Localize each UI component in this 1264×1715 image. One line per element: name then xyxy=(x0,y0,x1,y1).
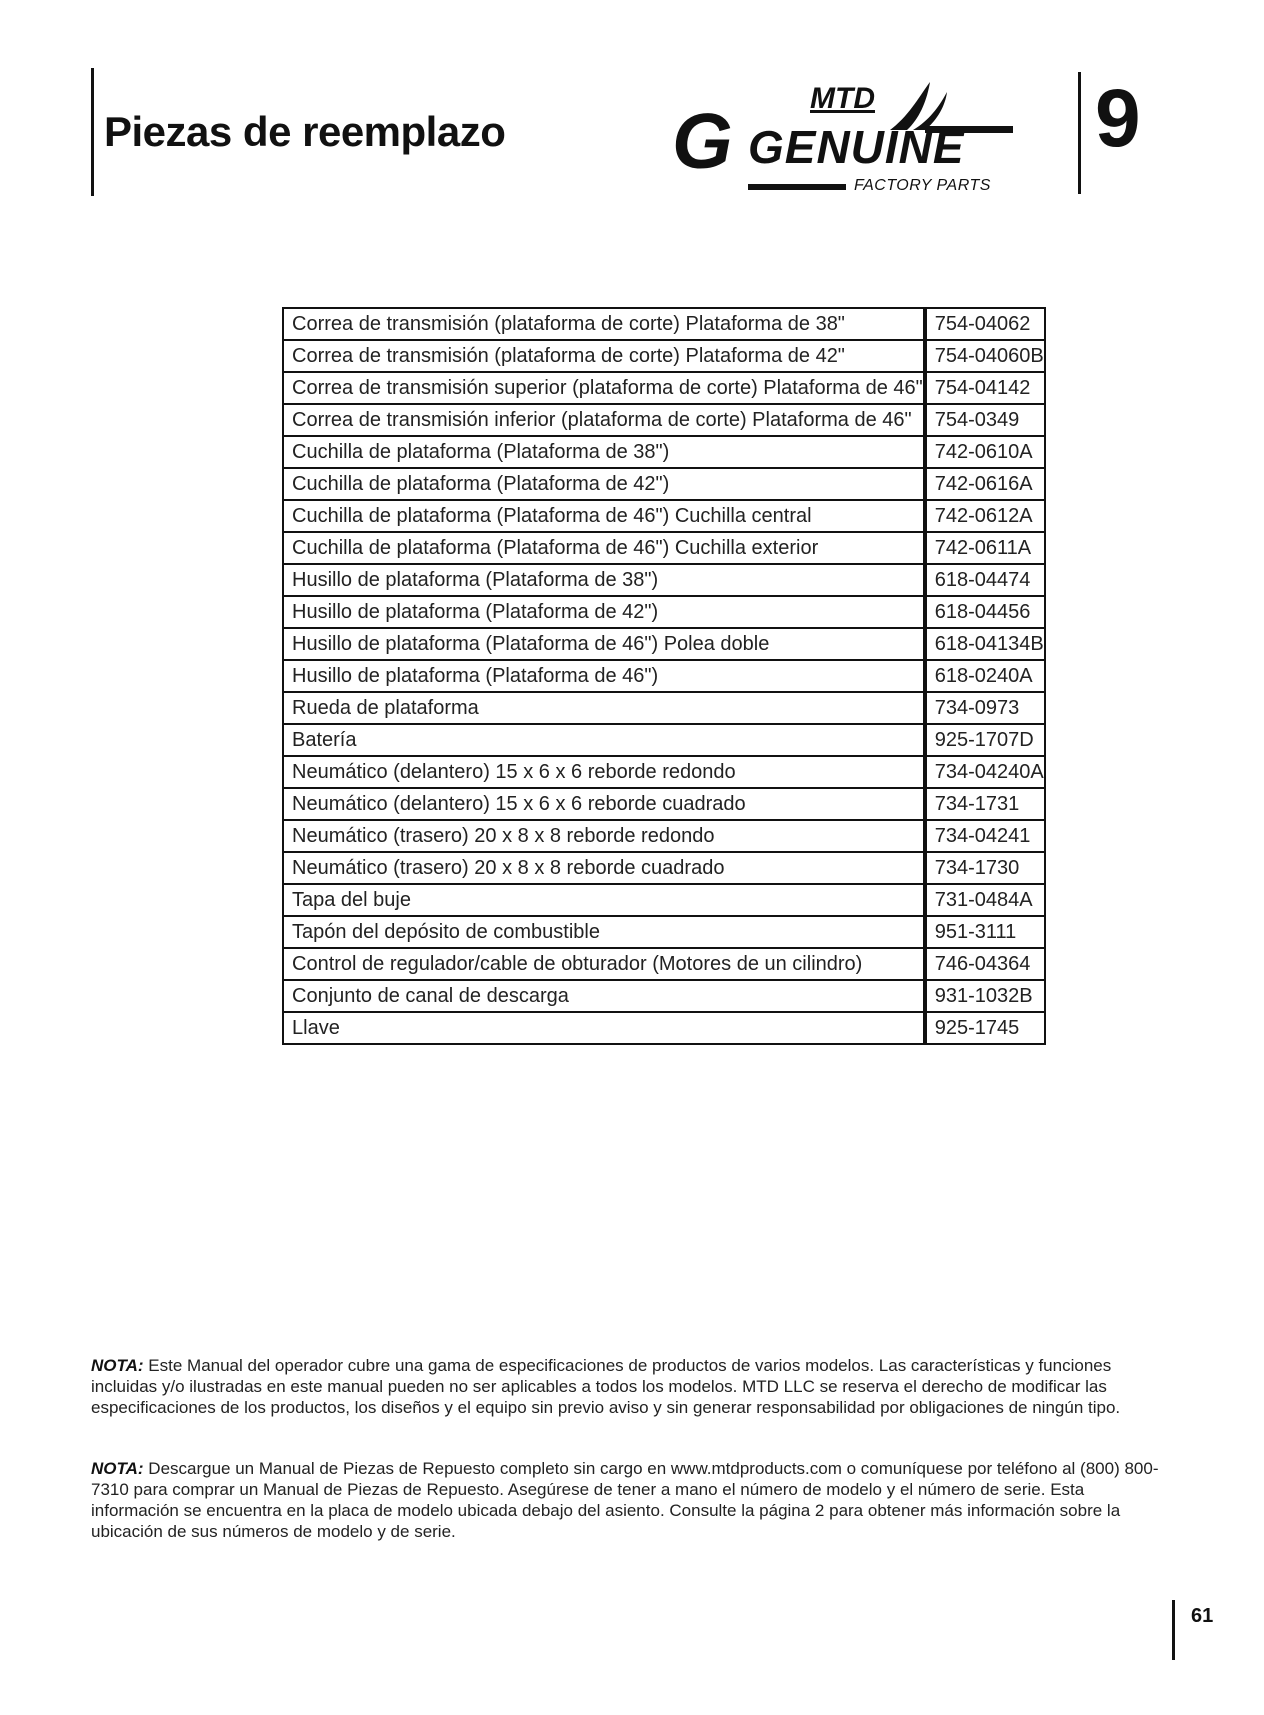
table-row xyxy=(283,564,1045,596)
part-description: Cuchilla de plataforma (Plataforma de 38") xyxy=(283,436,924,468)
part-description: Correa de transmisión superior (plataforma de corte) Plataforma de 46" xyxy=(283,372,924,404)
footer-rule xyxy=(1172,1600,1175,1660)
table-row xyxy=(283,436,1045,468)
part-number: 618-04456 xyxy=(926,596,1045,628)
table-row xyxy=(283,852,1045,884)
table-row xyxy=(283,308,1045,340)
note-text: Este Manual del operador cubre una gama de especificaciones de productos de varios modelos. Las características y funciones incluidas y/o ilustradas en este manual pueden no ser aplicables a todos los modelos. MTD LLC se reserva el derecho de modificar las especificaciones de los productos, los diseños y el equipo sin previo aviso y sin generar responsabilidad por obligaciones de ningún tipo. xyxy=(91,1356,1121,1417)
table-row xyxy=(283,1012,1045,1044)
part-description: Correa de transmisión (plataforma de corte) Plataforma de 38" xyxy=(283,308,924,340)
note-text: Descargue un Manual de Piezas de Repuesto completo sin cargo en www.mtdproducts.com o comuníquese por teléfono al (800) 800-7310 para comprar un Manual de Piezas de Repuesto. Asegúrese de tener a mano el número de modelo y el número de serie. Esta información se encuentra en la placa de modelo ubicada debajo del asiento. Consulte la página 2 para obtener más información sobre la ubicación de sus números de modelo y de serie. xyxy=(91,1459,1159,1541)
part-description: Correa de transmisión (plataforma de corte) Plataforma de 42" xyxy=(283,340,924,372)
part-number: 618-04134B xyxy=(926,628,1045,660)
note-1 xyxy=(91,1355,1176,1418)
part-number: 734-1730 xyxy=(926,852,1045,884)
table-row xyxy=(283,756,1045,788)
part-description: Husillo de plataforma (Plataforma de 46") Polea doble xyxy=(283,628,924,660)
page-number: 61 xyxy=(1191,1605,1214,1627)
part-number: 951-3111 xyxy=(926,916,1045,948)
table-row xyxy=(283,628,1045,660)
part-description: Tapa del buje xyxy=(283,884,924,916)
part-description: Husillo de plataforma (Plataforma de 46") xyxy=(283,660,924,692)
part-number: 754-04142 xyxy=(926,372,1045,404)
part-description: Neumático (delantero) 15 x 6 x 6 reborde cuadrado xyxy=(283,788,924,820)
part-number: 618-04474 xyxy=(926,564,1045,596)
mtd-genuine-logo xyxy=(670,80,1070,198)
note-label: NOTA: xyxy=(91,1459,144,1478)
note-2 xyxy=(91,1458,1176,1542)
part-number: 754-04062 xyxy=(926,308,1045,340)
part-number: 734-04241 xyxy=(926,820,1045,852)
table-row xyxy=(283,884,1045,916)
part-number: 618-0240A xyxy=(926,660,1045,692)
page-title: Piezas de reemplazo xyxy=(104,108,506,155)
table-row xyxy=(283,372,1045,404)
logo-mark-letter: G xyxy=(672,97,733,185)
table-row xyxy=(283,916,1045,948)
note-label: NOTA: xyxy=(91,1356,144,1375)
logo-underline-bar xyxy=(748,184,846,190)
table-row xyxy=(283,692,1045,724)
table-row xyxy=(283,820,1045,852)
part-number: 731-0484A xyxy=(926,884,1045,916)
part-number: 734-04240A xyxy=(926,756,1045,788)
table-row xyxy=(283,340,1045,372)
part-description: Husillo de plataforma (Plataforma de 42") xyxy=(283,596,924,628)
part-description: Llave xyxy=(283,1012,924,1044)
table-row xyxy=(283,948,1045,980)
part-description: Conjunto de canal de descarga xyxy=(283,980,924,1012)
header-rule xyxy=(91,68,94,196)
part-number: 925-1745 xyxy=(926,1012,1045,1044)
part-number: 931-1032B xyxy=(926,980,1045,1012)
table-row xyxy=(283,532,1045,564)
table-row xyxy=(283,980,1045,1012)
part-description: Control de regulador/cable de obturador (Motores de un cilindro) xyxy=(283,948,924,980)
part-description: Batería xyxy=(283,724,924,756)
part-number: 754-04060B xyxy=(926,340,1045,372)
part-description: Rueda de plataforma xyxy=(283,692,924,724)
logo-brand: MTD xyxy=(810,82,875,115)
part-description: Tapón del depósito de combustible xyxy=(283,916,924,948)
part-number: 754-0349 xyxy=(926,404,1045,436)
part-description: Cuchilla de plataforma (Plataforma de 46") Cuchilla exterior xyxy=(283,532,924,564)
table-row xyxy=(283,724,1045,756)
part-number: 734-0973 xyxy=(926,692,1045,724)
part-description: Correa de transmisión inferior (plataforma de corte) Plataforma de 46" xyxy=(283,404,924,436)
table-row xyxy=(283,660,1045,692)
part-number: 746-04364 xyxy=(926,948,1045,980)
table-row xyxy=(283,788,1045,820)
logo-tagline: FACTORY PARTS xyxy=(854,177,991,194)
part-number: 742-0612A xyxy=(926,500,1045,532)
part-description: Cuchilla de plataforma (Plataforma de 42") xyxy=(283,468,924,500)
part-number: 742-0610A xyxy=(926,436,1045,468)
part-description: Husillo de plataforma (Plataforma de 38") xyxy=(283,564,924,596)
table-row xyxy=(283,500,1045,532)
part-description: Neumático (delantero) 15 x 6 x 6 reborde redondo xyxy=(283,756,924,788)
table-row xyxy=(283,596,1045,628)
table-row xyxy=(283,404,1045,436)
part-number: 742-0611A xyxy=(926,532,1045,564)
part-description: Cuchilla de plataforma (Plataforma de 46") Cuchilla central xyxy=(283,500,924,532)
part-number: 742-0616A xyxy=(926,468,1045,500)
parts-table xyxy=(282,307,1046,1045)
part-number: 925-1707D xyxy=(926,724,1045,756)
part-number: 734-1731 xyxy=(926,788,1045,820)
table-row xyxy=(283,468,1045,500)
part-description: Neumático (trasero) 20 x 8 x 8 reborde cuadrado xyxy=(283,852,924,884)
chapter-number: 9 xyxy=(1095,73,1141,164)
part-description: Neumático (trasero) 20 x 8 x 8 reborde redondo xyxy=(283,820,924,852)
logo-main-word: GENUINE xyxy=(748,121,965,173)
parts-table-body xyxy=(283,308,1045,1044)
chapter-rule xyxy=(1078,72,1081,194)
